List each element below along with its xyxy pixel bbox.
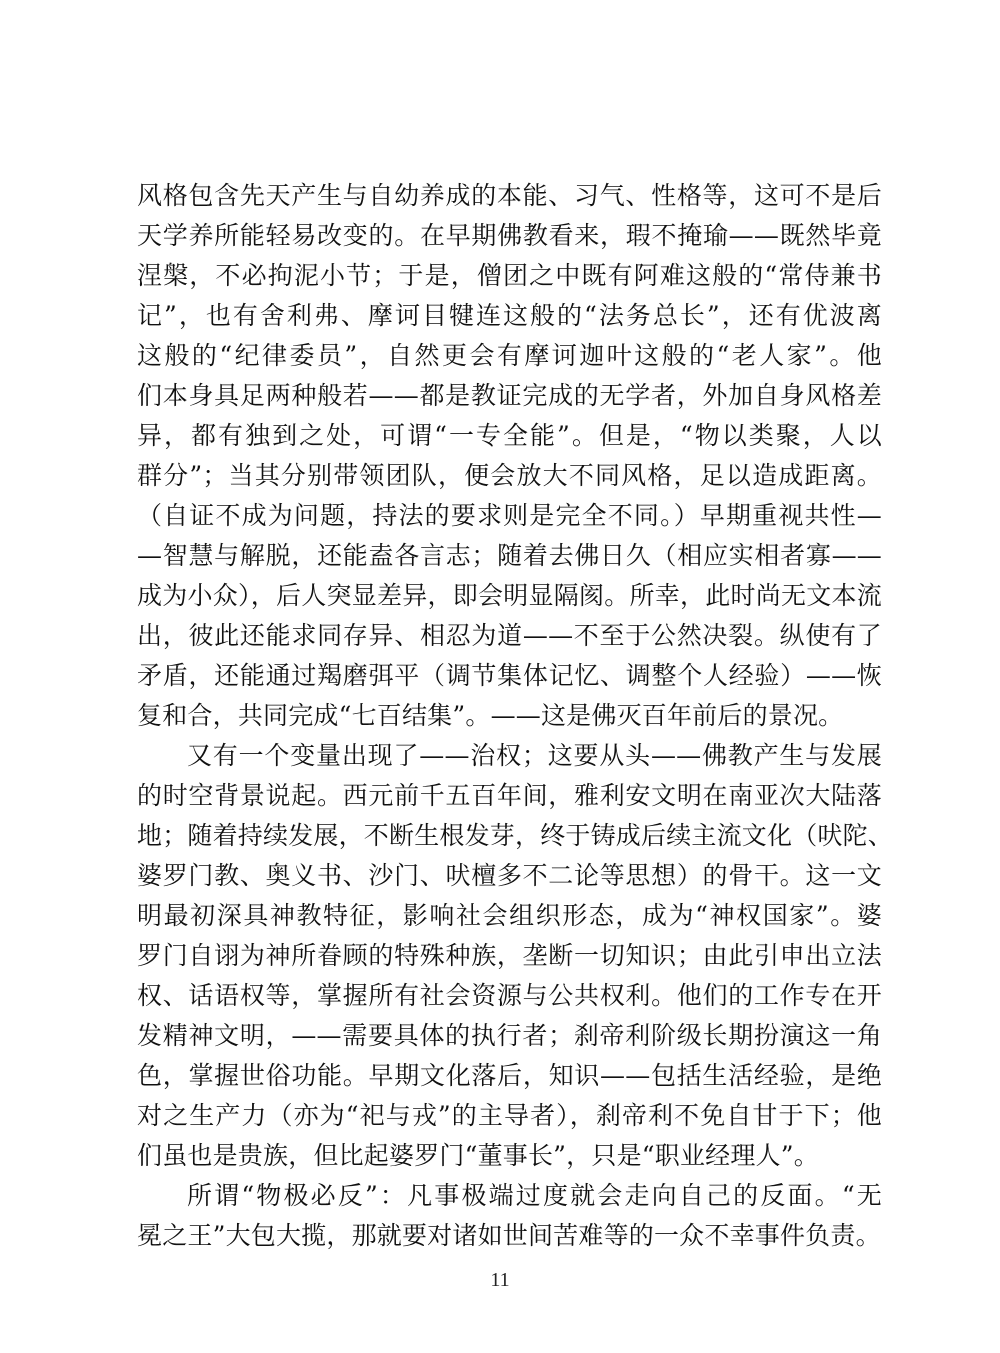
text-line: 群分”；当其分别带领团队，便会放大不同风格，足以造成距离。 <box>137 461 882 490</box>
body-text <box>137 176 894 1256</box>
text-line: 明最初深具神教特征，影响社会组织形态，成为“神权国家”。婆 <box>137 901 882 930</box>
text-line: 又有一个变量出现了——治权；这要从头——佛教产生与发展 <box>187 741 882 770</box>
text-line: 们本身具足两种般若——都是教证完成的无学者，外加自身风格差 <box>137 381 882 410</box>
paragraph <box>137 1176 882 1256</box>
text-line: 天学养所能轻易改变的。在早期佛教看来，瑕不掩瑜——既然毕竟 <box>137 221 882 250</box>
text-line: 罗门自诩为神所眷顾的特殊种族，垄断一切知识；由此引申出立法 <box>137 941 882 970</box>
text-line: 复和合，共同完成“七百结集”。——这是佛灭百年前后的景况。 <box>137 701 844 730</box>
text-line: 的时空背景说起。西元前千五百年间，雅利安文明在南亚次大陆落 <box>137 781 882 810</box>
text-line: 冕之王”大包大揽，那就要对诸如世间苦难等的一众不幸事件负责。 <box>137 1221 881 1250</box>
text-line: 婆罗门教、奥义书、沙门、吠檀多不二论等思想）的骨干。这一文 <box>137 861 882 890</box>
text-line: —智慧与解脱，还能盍各言志；随着去佛日久（相应实相者寡—— <box>137 541 882 570</box>
text-line: 成为小众），后人突显差异，即会明显隔阂。所幸，此时尚无文本流 <box>137 581 882 610</box>
text-line: 地；随着持续发展，不断生根发芽，终于铸成后续主流文化（吠陀、 <box>137 821 894 850</box>
text-line: 们虽也是贵族，但比起婆罗门“董事长”，只是“职业经理人”。 <box>137 1141 819 1170</box>
paragraph <box>137 736 894 1176</box>
text-line: 发精神文明，——需要具体的执行者；刹帝利阶级长期扮演这一角 <box>137 1021 882 1050</box>
text-line: 色，掌握世俗功能。早期文化落后，知识——包括生活经验，是绝 <box>137 1061 882 1090</box>
text-line: 风格包含先天产生与自幼养成的本能、习气、性格等，这可不是后 <box>137 181 882 210</box>
text-line: 矛盾，还能通过羯磨弭平（调节集体记忆、调整个人经验）——恢 <box>137 661 882 690</box>
text-line: 对之生产力（亦为“祀与戎”的主导者），刹帝利不免自甘于下；他 <box>137 1101 882 1130</box>
paragraph <box>137 176 882 736</box>
text-line: 出，彼此还能求同存异、相忍为道——不至于公然决裂。纵使有了 <box>137 621 882 650</box>
text-line: 所谓“物极必反”：凡事极端过度就会走向自己的反面。“无 <box>187 1181 882 1210</box>
text-line: 记”，也有舍利弗、摩诃目犍连这般的“法务总长”，还有优波离 <box>137 301 882 330</box>
page-number: 11 <box>490 1269 510 1291</box>
text-line: 这般的“纪律委员”，自然更会有摩诃迦叶这般的“老人家”。他 <box>137 341 882 370</box>
text-line: 权、话语权等，掌握所有社会资源与公共权利。他们的工作专在开 <box>137 981 882 1010</box>
text-line: 异，都有独到之处，可谓“一专全能”。但是，“物以类聚，人以 <box>137 421 882 450</box>
text-line: （自证不成为问题，持法的要求则是完全不同。）早期重视共性— <box>137 501 882 530</box>
text-line: 涅槃，不必拘泥小节；于是，僧团之中既有阿难这般的“常侍兼书 <box>137 261 882 290</box>
